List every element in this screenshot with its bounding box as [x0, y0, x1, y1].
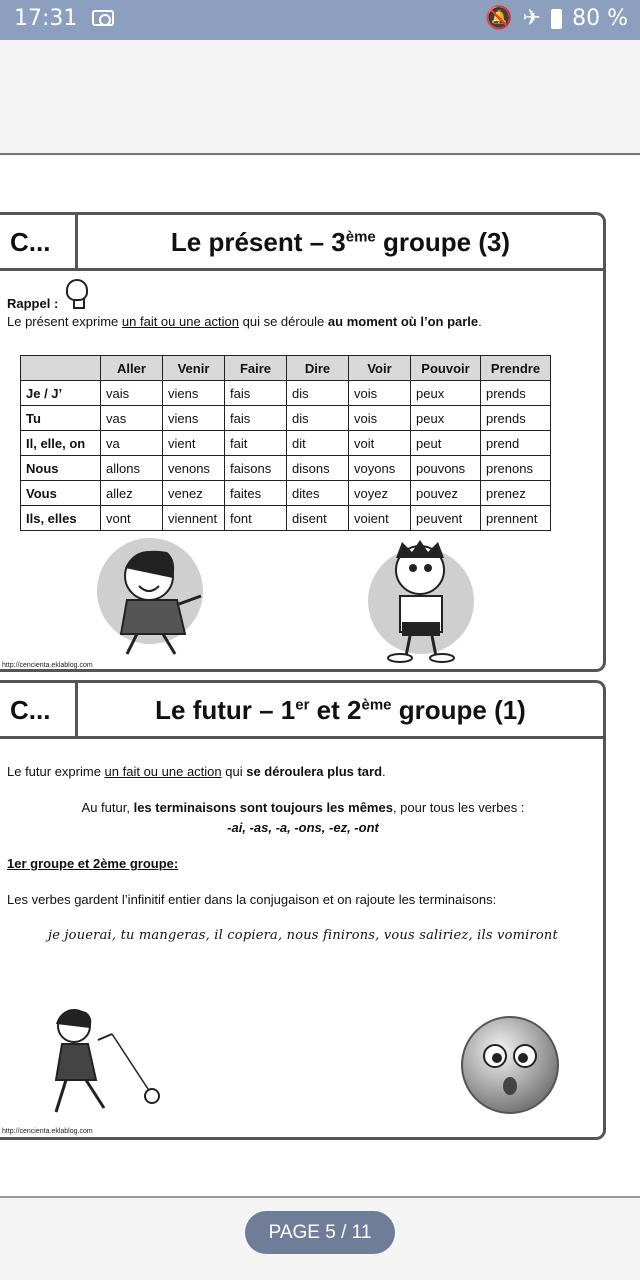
- source-credit: http://cencienta.eklablog.com: [2, 1128, 93, 1135]
- clock: 17:31: [14, 6, 78, 31]
- table-row: [21, 456, 551, 481]
- notifications-off-icon: 🔕: [485, 6, 513, 31]
- verb-form-cell: vas: [101, 406, 163, 431]
- verb-form-cell: voient: [349, 506, 411, 531]
- verb-form-cell: peut: [411, 431, 481, 456]
- verb-form-cell: allez: [101, 481, 163, 506]
- card-title: Le présent – 3ème groupe (3): [170, 227, 511, 257]
- table-header: Faire: [225, 356, 287, 381]
- card-header: [0, 215, 603, 271]
- source-credit: http://cencienta.eklablog.com: [2, 662, 93, 669]
- battery-level: 80 %: [572, 6, 628, 31]
- table-header: Aller: [101, 356, 163, 381]
- verb-form-cell: voyons: [349, 456, 411, 481]
- conjugation-table: [20, 355, 551, 531]
- pronoun-cell: Je / J’: [21, 381, 101, 406]
- table-row: [21, 431, 551, 456]
- verb-form-cell: disons: [287, 456, 349, 481]
- verb-form-cell: fais: [225, 381, 287, 406]
- verb-form-cell: dis: [287, 381, 349, 406]
- futur-rule: Au futur, les terminaisons sont toujours les mêmes, pour tous les verbes :: [81, 800, 525, 815]
- verb-form-cell: pouvez: [411, 481, 481, 506]
- verb-form-cell: prends: [481, 406, 551, 431]
- table-header: [21, 356, 101, 381]
- verb-form-cell: voyez: [349, 481, 411, 506]
- verb-form-cell: dites: [287, 481, 349, 506]
- verb-form-cell: fait: [225, 431, 287, 456]
- verb-form-cell: fais: [225, 406, 287, 431]
- verb-form-cell: vois: [349, 381, 411, 406]
- futur-definition: Le futur exprime un fait ou une action qui se déroulera plus tard.: [7, 764, 386, 779]
- futur-endings: -ai, -as, -a, -ons, -ez, -ont: [227, 820, 379, 835]
- verb-form-cell: vient: [163, 431, 225, 456]
- table-header: Voir: [349, 356, 411, 381]
- page-gap-top: [0, 40, 640, 155]
- futur-explanation: Les verbes gardent l’infinitif entier dans la conjugaison et on rajoute les terminaisons:: [7, 892, 497, 907]
- pronoun-cell: Tu: [21, 406, 101, 431]
- battery-icon: [551, 9, 562, 29]
- pronoun-cell: Ils, elles: [21, 506, 101, 531]
- verb-form-cell: pouvons: [411, 456, 481, 481]
- cursive-examples: je jouerai, tu mangeras, il copiera, nous finirons, vous saliriez, ils vomiront: [48, 928, 558, 943]
- verb-form-cell: prenez: [481, 481, 551, 506]
- girl-illustration: [97, 538, 203, 644]
- table-header: Prendre: [481, 356, 551, 381]
- card-label: C...: [0, 683, 78, 736]
- airplane-icon: ✈: [522, 6, 542, 31]
- table-header: Dire: [287, 356, 349, 381]
- status-icons: [485, 6, 628, 31]
- verb-form-cell: vais: [101, 381, 163, 406]
- verb-form-cell: va: [101, 431, 163, 456]
- verb-form-cell: viens: [163, 406, 225, 431]
- rappel-label: Rappel :: [7, 296, 59, 311]
- status-bar: [0, 0, 640, 40]
- verb-form-cell: prenons: [481, 456, 551, 481]
- verb-form-cell: faites: [225, 481, 287, 506]
- verb-form-cell: faisons: [225, 456, 287, 481]
- verb-form-cell: dis: [287, 406, 349, 431]
- verb-form-cell: font: [225, 506, 287, 531]
- verb-form-cell: viens: [163, 381, 225, 406]
- verb-form-cell: venez: [163, 481, 225, 506]
- pronoun-cell: Il, elle, on: [21, 431, 101, 456]
- verb-form-cell: prend: [481, 431, 551, 456]
- table-row: [21, 406, 551, 431]
- pronoun-cell: Vous: [21, 481, 101, 506]
- page-indicator[interactable]: PAGE 5 / 11: [245, 1211, 395, 1254]
- verb-form-cell: disent: [287, 506, 349, 531]
- camera-icon: [92, 10, 114, 26]
- card-header: [0, 683, 603, 739]
- pronoun-cell: Nous: [21, 456, 101, 481]
- card-title: Le futur – 1er et 2ème groupe (1): [155, 695, 526, 725]
- present-definition: Le présent exprime un fait ou une action qui se déroule au moment où l’on parle.: [7, 314, 482, 329]
- verb-form-cell: prends: [481, 381, 551, 406]
- surprised-face-icon: [459, 1014, 561, 1116]
- table-row: [21, 506, 551, 531]
- card-label: C...: [0, 215, 78, 268]
- yoyo-girl-illustration: [42, 1004, 167, 1124]
- verb-form-cell: peux: [411, 381, 481, 406]
- verb-form-cell: voit: [349, 431, 411, 456]
- verb-form-cell: allons: [101, 456, 163, 481]
- verb-form-cell: peuvent: [411, 506, 481, 531]
- verb-form-cell: viennent: [163, 506, 225, 531]
- verb-form-cell: vont: [101, 506, 163, 531]
- boy-illustration: [368, 538, 474, 644]
- verb-form-cell: dit: [287, 431, 349, 456]
- table-header: Venir: [163, 356, 225, 381]
- verb-form-cell: prennent: [481, 506, 551, 531]
- group-heading: 1er groupe et 2ème groupe:: [7, 856, 179, 871]
- table-header: Pouvoir: [411, 356, 481, 381]
- verb-form-cell: venons: [163, 456, 225, 481]
- table-row: [21, 481, 551, 506]
- verb-form-cell: vois: [349, 406, 411, 431]
- lightbulb-icon: [66, 279, 88, 301]
- table-row: [21, 381, 551, 406]
- verb-form-cell: peux: [411, 406, 481, 431]
